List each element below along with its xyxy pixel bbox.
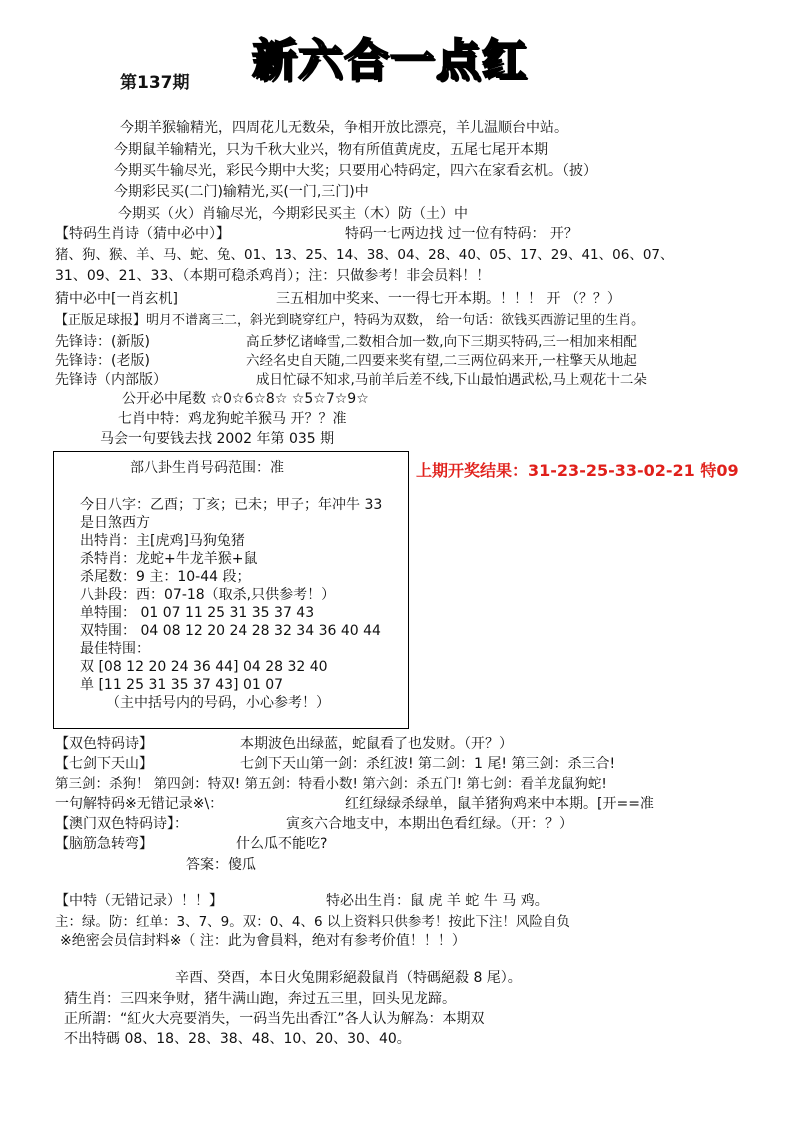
box-line-shate: 杀特肖：龙蛇+牛龙羊猴+鼠: [80, 551, 258, 567]
poem-text-new: 高丘梦忆诸峰雪,二数相合加一数,向下三期买特码,三一相加来相配: [246, 334, 637, 350]
brain-answer: 答案：傻瓜: [186, 857, 256, 873]
football-header: 【正版足球报】明月不谱离三二，斜光到晓穿红户，特码为双数， 给一句话：欲钱买西游记里的生肖。: [55, 313, 645, 328]
sword-text: 七剑下天山第一剑：杀红波! 第二剑：1 尾! 第三剑：杀三合!: [240, 756, 616, 772]
special-header-right: 特必出生肖：鼠 虎 羊 蛇 牛 马 鸡。: [326, 893, 549, 909]
footer-line-3: 正所謂：“紅火大亮要消失，一码当先出香江”各人认为解為：本期双: [64, 1011, 485, 1027]
zodiac-header: 【特码生肖诗（猜中必中）】: [55, 226, 230, 242]
issue-number: 第137期: [120, 73, 190, 93]
footer-line-2: 猜生肖：三四来争财，猪牛满山跑，奔过五三里，回头见龙蹄。: [64, 991, 456, 1007]
color-text: 本期波色出绿蓝，蛇鼠看了也发财。（开？）: [240, 736, 513, 752]
zodiac-header-right: 特码一七两边找 过一位有特码： 开？: [345, 226, 578, 242]
last-result-label: 上期开奖结果：: [416, 461, 529, 480]
sword-line-2: 第三剑：杀狗！ 第四剑：特双! 第五剑：特看小数! 第六剑：杀五门! 第七剑：看羊龙鼠狗蛇!: [55, 776, 607, 792]
riddle-right: 红红绿绿杀绿单，鼠羊猪狗鸡来中本期。[开==准: [345, 796, 654, 812]
special-header: 【中特（无错记录）！！】: [55, 893, 223, 909]
poem-label-internal: 先锋诗（内部版）: [55, 372, 167, 388]
box-line-weishu: 杀尾数：9 主：10-44 段；: [80, 569, 251, 585]
color-header: 【双色特码诗】: [55, 736, 153, 752]
riddle-left: 一句解特码※无错记录※\：: [55, 796, 224, 812]
box-line-note: （主中括号内的号码，小心参考！）: [106, 695, 330, 711]
footer-line-4: 不出特碼 08、18、28、38、48、10、20、30、40。: [64, 1031, 411, 1047]
zodiac-line-1: 猪、狗、猴、羊、马、蛇、兔、01、13、25、14、38、04、28、40、05、17、29、41、06、07、: [55, 247, 674, 263]
box-line-best: 最佳特围：: [80, 641, 150, 657]
poem-label-new: 先锋诗：(新版): [55, 334, 150, 350]
last-result: [416, 462, 739, 480]
guess-right: 三五相加中奖来、一一得七开本期。！！！ 开 （？？）: [276, 291, 621, 307]
sword-header: 【七剑下天山】: [55, 756, 153, 772]
zodiac-line-2: 31、09、21、33、（本期可稳杀鸡肖）；注：只做参考！非会员料！！: [55, 268, 491, 284]
box-title: 部八卦生肖号码范围：准: [130, 460, 284, 476]
poem-line-3: 今期买牛输尽光，彩民今期中大奖；只要用心特码定，四六在家看玄机。（披）: [114, 163, 597, 179]
brain-question: 什么瓜不能吃?: [236, 836, 328, 852]
tail-numbers: 公开必中尾数 ☆0☆6☆8☆ ☆5☆7☆9☆: [122, 391, 369, 407]
horse-line: 马会一句要钱去找 2002 年第 035 期: [100, 431, 335, 447]
special-line-2: ※绝密会员信封料※（ 注：此为會員料，绝对有参考价值！！！）: [60, 933, 466, 949]
guess-left: 猜中必中[一肖玄机]: [55, 291, 178, 307]
box-line-best-shuang: 双 [08 12 20 24 36 44] 04 28 32 40: [80, 659, 328, 675]
poem-text-old: 六经名史自天随,二四要来奖有望,二三两位码来开,一柱擎天从地起: [246, 353, 637, 369]
poem-label-old: 先锋诗：(老版): [55, 353, 150, 369]
poem-text-internal: 成日忙碌不知求,马前羊后差不线,下山最怕遇武松,马上观花十二朵: [256, 372, 647, 388]
poem-line-2: 今期鼠羊输精光，只为千秋大业兴，物有所值黄虎皮，五尾七尾开本期: [114, 142, 548, 158]
page-title: 新六合一点红: [252, 35, 528, 86]
box-line-shuang: 双特围： 04 08 12 20 24 28 32 34 36 40 44: [80, 623, 381, 639]
box-line-bagua: 八卦段：西：07-18（取杀,只供参考！）: [80, 587, 336, 603]
special-line-1: 主：绿。防：红单：3、7、9。双：0、4、6 以上资料只供参考！按此下注！风险自负: [55, 914, 570, 930]
box-line-bazi: 今日八字：乙酉；丁亥；已未；甲子；年冲牛 33: [80, 497, 383, 513]
footer-line-1: 辛酉、癸酉，本日火兔開彩絕殺鼠肖（特碼絕殺 8 尾）。: [175, 970, 522, 986]
box-line-chute: 出特肖：主[虎鸡]马狗兔猪: [80, 533, 245, 549]
macau-header: 【澳门双色特码诗】：: [55, 816, 188, 832]
box-line-best-dan: 单 [11 25 31 35 37 43] 01 07: [80, 677, 284, 693]
brain-header: 【脑筋急转弯】: [55, 836, 153, 852]
poem-line-1: 今期羊猴输精光，四周花儿无数朵，争相开放比漂亮，羊儿温顺台中站。: [120, 120, 568, 136]
box-line-sha: 是日煞西方: [80, 515, 150, 531]
box-line-dan: 单特围： 01 07 11 25 31 35 37 43: [80, 605, 315, 621]
poem-line-5: 今期买（火）肖输尽光，今期彩民买主（木）防（土）中: [118, 206, 468, 222]
seven-zodiac: 七肖中特：鸡龙狗蛇羊猴马 开？？准: [118, 411, 347, 427]
poem-line-4: 今期彩民买(二门)输精光,买(一门,三门)中: [114, 184, 369, 200]
macau-text: 寅亥六合地支中，本期出色看红绿。（开：？）: [286, 816, 573, 832]
last-result-numbers: 31-23-25-33-02-21 特09: [528, 461, 739, 480]
